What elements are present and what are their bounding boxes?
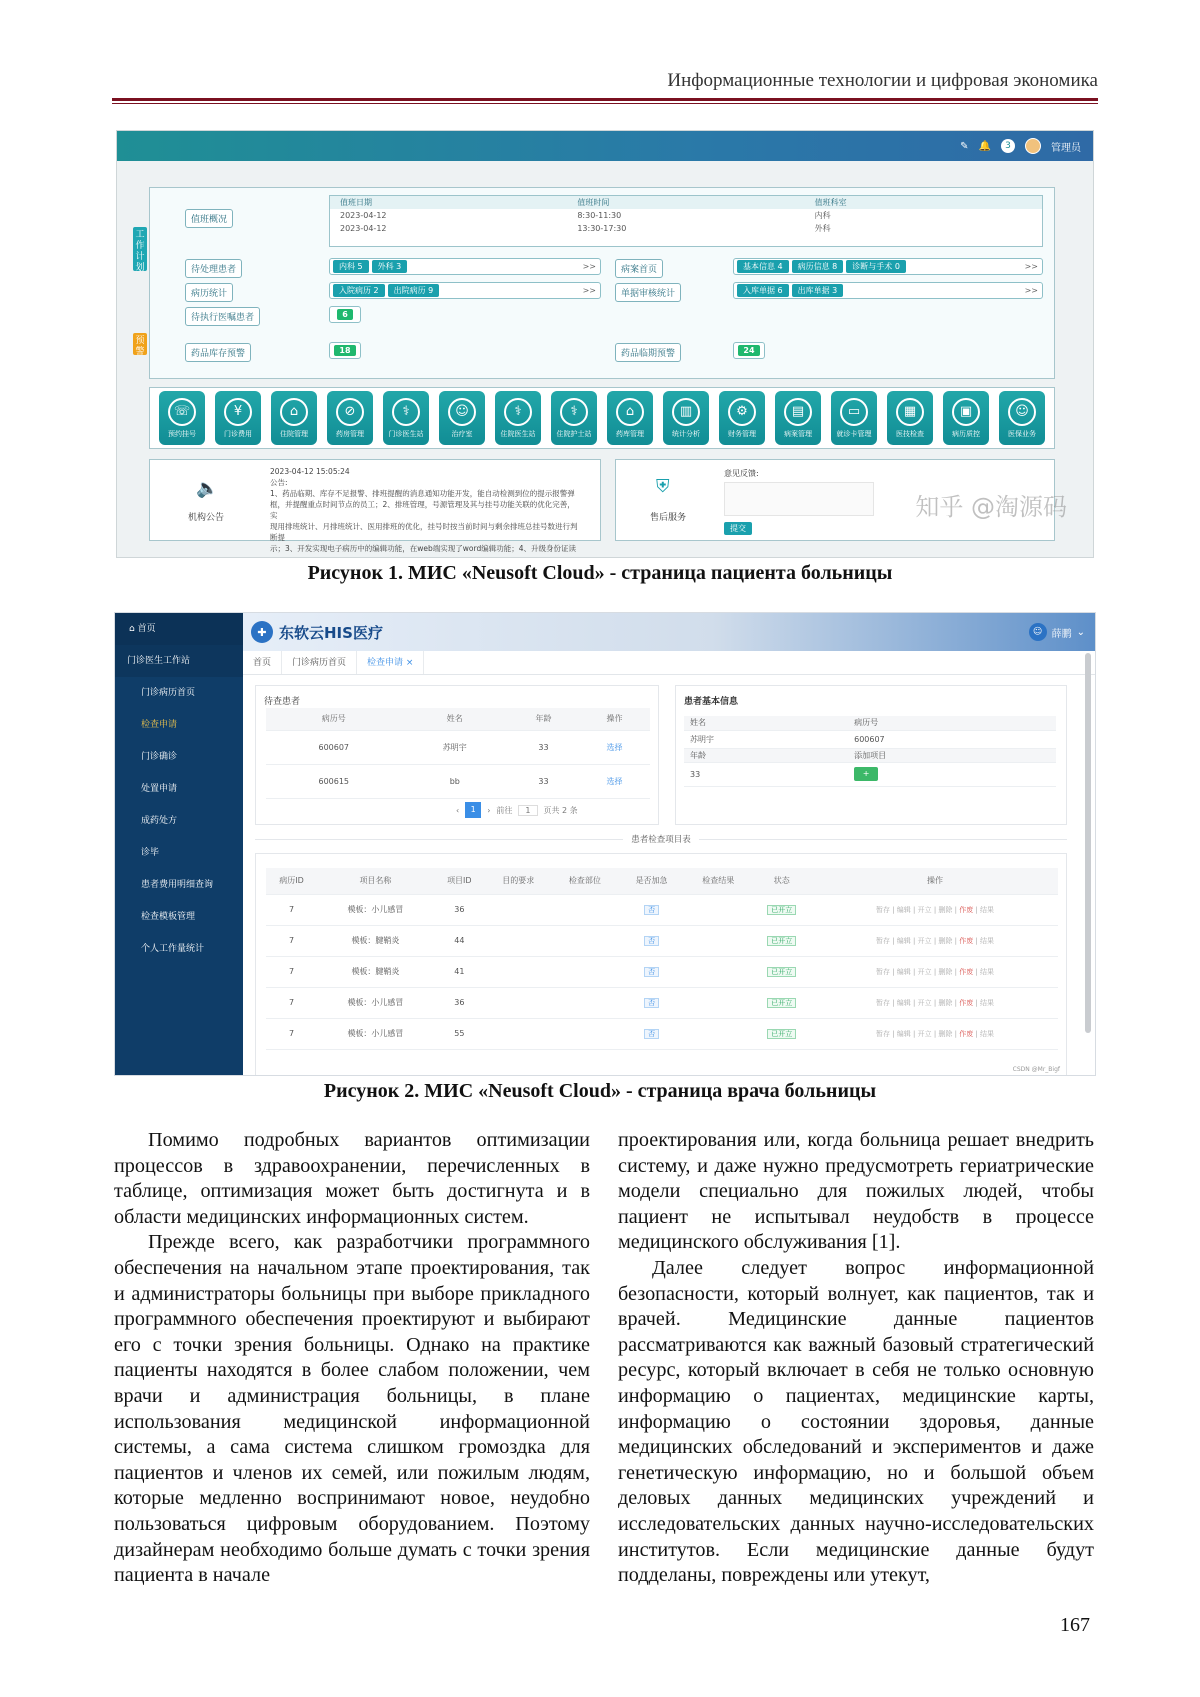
sidebar-group[interactable]: 门诊医生工作站: [115, 645, 243, 677]
table-cell: 36: [434, 987, 485, 1018]
action-link[interactable]: 开立: [917, 967, 932, 976]
left-column: [114, 1128, 590, 1589]
patient-info-card: [675, 685, 1067, 825]
edit-icon[interactable]: ✎: [960, 140, 969, 152]
scrollbar[interactable]: [1085, 653, 1091, 1033]
table-cell: 7: [266, 925, 317, 956]
chip[interactable]: 入院病历 2: [333, 284, 385, 297]
patient-info-title: 患者基本信息: [684, 697, 739, 707]
row-actions: 暂存 | 编辑 | 开立 | 删除 | 作废 | 结果: [812, 1018, 1058, 1049]
module-tile[interactable]: [551, 391, 597, 445]
action-link[interactable]: 开立: [917, 905, 932, 914]
announcement-line: 1、药品临期、库存不足报警、排班提醒的消息通知功能开发，能自动检测到位的提示报警弹: [270, 489, 575, 498]
action-link[interactable]: 作废: [959, 1029, 974, 1038]
status-badge: 已开立: [767, 1029, 796, 1039]
row-actions: 暂存 | 编辑 | 开立 | 删除 | 作废 | 结果: [812, 956, 1058, 987]
tab-case-home[interactable]: 门诊病历首页: [282, 651, 357, 674]
table-cell: 600607: [266, 730, 402, 764]
csdn-watermark: CSDN @Mr_Bigf: [1012, 1066, 1060, 1073]
table-cell: 44: [434, 925, 485, 956]
goto-label: 前往: [496, 805, 513, 815]
drug-expiry-label[interactable]: 药品临期预警: [615, 343, 681, 362]
table-cell: [685, 925, 752, 956]
table-cell: 模板：腱鞘炎: [317, 925, 434, 956]
action-link[interactable]: 结果: [980, 998, 995, 1007]
action-link[interactable]: 编辑: [896, 1029, 911, 1038]
row-actions: 暂存 | 编辑 | 开立 | 删除 | 作废 | 结果: [812, 987, 1058, 1018]
prev-page-button[interactable]: ‹: [456, 805, 460, 815]
table-cell: 模板：小儿感冒: [317, 1018, 434, 1049]
announcement-line: 示；3、开发实现电子病历中的编辑功能，在web端实现了word编辑功能；4、升级身份证读: [270, 544, 576, 553]
home-icon: ⌂: [129, 624, 138, 634]
more-link[interactable]: >>: [582, 262, 596, 271]
table-cell: [685, 1018, 752, 1049]
more-link[interactable]: >>: [1024, 262, 1038, 271]
action-link[interactable]: 删除: [938, 936, 953, 945]
case-stats-bar: [329, 282, 601, 299]
page-number: 167: [1060, 1614, 1090, 1636]
module-label: 财务管理: [728, 429, 756, 438]
module-label: 住院医生站: [500, 429, 536, 438]
module-icon: ☏: [168, 398, 196, 426]
module-icon: ⌂: [616, 398, 644, 426]
paragraph: Прежде всего, как разработчики программного обеспечения на начальном этапе проектирования, так и администраторы больницы при выборе прикладного программного обеспечения проектируют и выбирают его с точки зрения больницы. Однако на практике пациенты находятся в более слабом положении, чем врачи и администрация больницы, в плане использования медицинской информационной системы, а сама система слишком громоздка для пациентов и членов их семей, или пожилым людям, которые медленно воспринимают новое, неудобно пользоваться цифровым оборудованием. Поэтому дизайнерам необходимо больше думать с точки зрения пациента в начале: [114, 1231, 590, 1587]
action-link[interactable]: 结果: [980, 967, 995, 976]
table-cell: [552, 987, 619, 1018]
figure-2-caption: Рисунок 2. МИС «Neusoft Cloud» - страница врача больницы: [323, 1080, 877, 1102]
module-label: 治疗室: [451, 429, 473, 438]
drug-expiry-count[interactable]: [733, 342, 765, 359]
case-home-bar: [733, 258, 1043, 275]
warning-tag: 预警: [133, 333, 147, 355]
chip[interactable]: 病历信息 8: [792, 260, 844, 273]
column-header: 操作: [579, 708, 650, 730]
more-link[interactable]: >>: [1024, 286, 1038, 295]
column-header: 项目ID: [434, 868, 485, 894]
schedule-cell: 8:30-11:30: [577, 211, 622, 220]
module-icon: ¥: [224, 398, 252, 426]
table-row: [266, 894, 1058, 925]
action-link[interactable]: 暂存: [875, 998, 890, 1007]
visit-overview-label[interactable]: 值班概况: [185, 209, 233, 228]
module-tile[interactable]: [775, 391, 821, 445]
module-icon: ▣: [952, 398, 980, 426]
table-row: [266, 1018, 1058, 1049]
pending-patients-label[interactable]: 待处理患者: [185, 259, 242, 278]
table-cell: 模板：小儿感冒: [317, 894, 434, 925]
pager-total: 页共 2 条: [543, 805, 578, 815]
column-header: 是否加急: [618, 868, 685, 894]
f2-sidebar: [115, 613, 243, 1076]
goto-input[interactable]: 1: [518, 805, 537, 816]
schedule-header: 值班科室: [814, 198, 847, 207]
action-link[interactable]: 编辑: [896, 936, 911, 945]
items-card: [255, 853, 1067, 1076]
paragraph: проектирования или, когда больница решает внедрить систему, и даже нужно предусмотреть гериатрические модели специально для пожилых людей, чтобы пациент не испытывал неудобств в процессе медицинского обслуживания [1].: [618, 1129, 1094, 1254]
pending-orders-label[interactable]: 待执行医嘱患者: [185, 307, 260, 326]
module-icon: ▤: [784, 398, 812, 426]
f2-tabbar: [243, 651, 1096, 675]
work-plan-tag: 工作计划: [133, 227, 147, 271]
count-value: 24: [738, 345, 759, 356]
table-cell: [618, 894, 685, 925]
case-stats-label[interactable]: 病历统计: [185, 283, 233, 302]
row-actions: 暂存 | 编辑 | 开立 | 删除 | 作废 | 结果: [812, 925, 1058, 956]
megaphone-icon: 🔈: [196, 478, 219, 499]
next-page-button[interactable]: ›: [487, 805, 491, 815]
user-name[interactable]: 管理员: [1051, 142, 1081, 154]
schedule-cell: 13:30-17:30: [577, 224, 627, 233]
table-row: [266, 956, 1058, 987]
module-label: 住院管理: [280, 429, 308, 438]
info-label: 添加项目: [848, 748, 1056, 762]
figure-2-screenshot: [114, 612, 1096, 1076]
action-link[interactable]: 作废: [959, 998, 974, 1007]
chip[interactable]: 内科 5: [333, 260, 369, 273]
module-tile[interactable]: [719, 391, 765, 445]
column-header: 操作: [812, 868, 1058, 894]
action-link[interactable]: 删除: [938, 998, 953, 1007]
action-link[interactable]: 编辑: [896, 998, 911, 1007]
module-label: 医保业务: [1008, 429, 1036, 438]
column-header: 目的要求: [485, 868, 552, 894]
table-cell: 7: [266, 894, 317, 925]
sidebar-item-disposal[interactable]: 处置申请: [141, 784, 178, 794]
module-icon: ☺: [1008, 398, 1036, 426]
chip[interactable]: 外科 3: [372, 260, 408, 273]
more-link[interactable]: >>: [582, 286, 596, 295]
case-home-label[interactable]: 病案首页: [615, 259, 663, 278]
action-link[interactable]: 开立: [917, 936, 932, 945]
row-actions: 暂存 | 编辑 | 开立 | 删除 | 作废 | 结果: [812, 894, 1058, 925]
table-cell: [552, 1018, 619, 1049]
sidebar-item-exam-request[interactable]: 检查申请: [141, 720, 178, 730]
tab-exam-request[interactable]: 检查申请 ×: [357, 651, 424, 674]
module-icon: ⌂: [280, 398, 308, 426]
paragraph: Далее следует вопрос информационной безопасности, который волнует, как пациентов, так и врачей. Медицинские данные пациентов рассматриваются как важный базовый стратегический ресурс, который включает в себя не только основную информацию о пациентах, медицинские карты, информацию о состоянии здоровья, данные медицинских обследований и экспериментов и даже генетическую информацию, но и большой объем деловых данных медицинских учреждений и исследовательских данных научно-исследовательских институтов. Если медицинские данные будут подделаны, повреждены или утекут,: [618, 1256, 1094, 1587]
patient-info-table: [684, 716, 1056, 787]
action-link[interactable]: 结果: [980, 1029, 995, 1038]
module-label: 统计分析: [672, 429, 700, 438]
schedule-cell: 外科: [814, 224, 831, 233]
table-cell: [485, 987, 552, 1018]
status-badge: 已开立: [767, 998, 796, 1008]
table-cell: [618, 925, 685, 956]
shield-icon: ⛨: [656, 476, 670, 497]
figure-1-caption: Рисунок 1. МИС «Neusoft Cloud» - страница пациента больницы: [307, 562, 893, 584]
action-link[interactable]: 删除: [938, 1029, 953, 1038]
action-link[interactable]: 结果: [980, 936, 995, 945]
column-header: 病历ID: [266, 868, 317, 894]
count-value: 18: [334, 345, 355, 356]
module-icon: ▥: [672, 398, 700, 426]
announcement-line: 现用排班统计、月排班统计、医用排班的优化，挂号时按当前时间与剩余排班总挂号数进行判断提: [270, 522, 578, 542]
table-cell: bb: [402, 764, 508, 798]
action-link[interactable]: 暂存: [875, 936, 890, 945]
table-cell: [552, 956, 619, 987]
watermark: 知乎 @淘源码: [915, 493, 1067, 521]
table-cell: 模板：小儿感冒: [317, 987, 434, 1018]
user-name[interactable]: 薛鹏: [1051, 628, 1072, 640]
chip[interactable]: 出院病历 9: [388, 284, 440, 297]
chip[interactable]: 基本信息 4: [737, 260, 789, 273]
status-badge: 已开立: [767, 905, 796, 915]
app-title: 东软云HIS医疗: [279, 623, 383, 642]
module-tile[interactable]: [495, 391, 541, 445]
table-cell: [618, 987, 685, 1018]
table-cell: 55: [434, 1018, 485, 1049]
items-table: [266, 868, 1058, 1050]
notification-badge: 3: [1001, 139, 1015, 153]
table-cell: [752, 925, 812, 956]
module-label: 病案管理: [784, 429, 812, 438]
table-cell: [485, 956, 552, 987]
module-label: 门诊医生站: [388, 429, 424, 438]
chevron-down-icon[interactable]: ⌄: [1076, 626, 1085, 638]
info-value: 33: [684, 762, 848, 786]
module-label: 药房管理: [336, 429, 364, 438]
waiting-title: 待查患者: [264, 697, 301, 707]
table-cell: [618, 1018, 685, 1049]
feedback-input[interactable]: [724, 482, 874, 516]
sidebar-item-workload[interactable]: 个人工作量统计: [141, 944, 205, 954]
module-tile[interactable]: [831, 391, 877, 445]
status-badge: 已开立: [767, 936, 796, 946]
module-tile[interactable]: [215, 391, 261, 445]
urgent-tag: 否: [644, 936, 659, 946]
service-title: 售后服务: [650, 513, 687, 523]
table-cell: [752, 987, 812, 1018]
drug-stock-label[interactable]: 药品库存预警: [185, 343, 251, 362]
action-link[interactable]: 暂存: [875, 1029, 890, 1038]
table-row: [266, 730, 650, 764]
submit-button[interactable]: 提交: [724, 522, 752, 535]
logo-icon: ✚: [251, 621, 273, 643]
info-label: 姓名: [684, 716, 848, 730]
action-link[interactable]: 作废: [959, 967, 974, 976]
table-row: [266, 925, 1058, 956]
urgent-tag: 否: [644, 998, 659, 1008]
action-link[interactable]: 删除: [938, 967, 953, 976]
module-label: 药库管理: [616, 429, 644, 438]
module-label: 住院护士站: [556, 429, 592, 438]
table-cell: [552, 894, 619, 925]
module-icon-row: [149, 387, 1055, 449]
waiting-patients-card: [255, 685, 659, 825]
select-link[interactable]: 选择: [579, 730, 650, 764]
table-cell: [485, 925, 552, 956]
action-link[interactable]: 结果: [980, 905, 995, 914]
right-column: [618, 1128, 1094, 1589]
drug-stock-count[interactable]: [329, 342, 361, 359]
running-header: Информационные технологии и цифровая экономика: [667, 70, 1098, 91]
table-cell: [685, 956, 752, 987]
table-row: [266, 764, 650, 798]
action-link[interactable]: 编辑: [896, 905, 911, 914]
info-label: 年龄: [684, 748, 848, 762]
column-header: 检查结果: [685, 868, 752, 894]
f2-topbar: [243, 613, 1096, 651]
module-icon: ⚕: [504, 398, 532, 426]
schedule-cell: 内科: [814, 211, 831, 220]
table-cell: [485, 1018, 552, 1049]
tab-home[interactable]: 首页: [243, 651, 282, 674]
module-label: 预约挂号: [168, 429, 196, 438]
table-cell: 苏明宇: [402, 730, 508, 764]
module-label: 病历质控: [952, 429, 980, 438]
pager: [456, 802, 578, 818]
table-cell: [685, 894, 752, 925]
table-cell: [618, 956, 685, 987]
module-icon: ⚙: [728, 398, 756, 426]
schedule-cell: 2023-04-12: [340, 211, 387, 220]
waiting-table: [266, 708, 650, 799]
sidebar-item-case-home[interactable]: 门诊病历首页: [141, 688, 196, 698]
announcement-title: 机构公告: [188, 513, 225, 523]
feedback-label: 意见反馈:: [724, 469, 759, 478]
table-cell: 模板：腱鞘炎: [317, 956, 434, 987]
add-item-button[interactable]: +: [854, 767, 878, 781]
header-rule-thin: [112, 103, 1098, 104]
module-tile[interactable]: [943, 391, 989, 445]
avatar[interactable]: [1025, 138, 1041, 154]
announcement-line: 框，并提醒重点时间节点的员工；2、排班管理，号源管理及其与挂号功能关联的优化完善，实: [270, 500, 575, 520]
table-row: [266, 987, 1058, 1018]
bell-icon[interactable]: 🔔: [978, 140, 991, 152]
table-cell: [752, 894, 812, 925]
header-rule-thick: [112, 98, 1098, 101]
status-badge: 已开立: [767, 967, 796, 977]
sidebar-item-fee-query[interactable]: 患者费用明细查询: [141, 880, 214, 890]
table-cell: 33: [508, 730, 579, 764]
schedule-header: 值班日期: [340, 198, 372, 207]
select-link[interactable]: 选择: [579, 764, 650, 798]
module-label: 就诊卡管理: [836, 429, 872, 438]
table-cell: 36: [434, 894, 485, 925]
table-cell: [552, 925, 619, 956]
f1-topbar: [117, 131, 1093, 161]
module-tile[interactable]: [999, 391, 1045, 445]
column-header: 项目名称: [317, 868, 434, 894]
action-link[interactable]: 暂存: [875, 967, 890, 976]
table-cell: 600615: [266, 764, 402, 798]
module-tile[interactable]: [887, 391, 933, 445]
user-avatar[interactable]: ☺: [1029, 623, 1047, 641]
paragraph: Помимо подробных вариантов оптимизации процессов в здравоохранении, перечисленных в таблице, оптимизация может быть достигнута и в области медицинских информационных систем.: [114, 1129, 590, 1228]
table-cell: [685, 987, 752, 1018]
sidebar-home-label: 首页: [137, 624, 156, 634]
chip[interactable]: 入库单据 6: [737, 284, 789, 297]
module-tile[interactable]: [439, 391, 485, 445]
action-link[interactable]: 作废: [959, 936, 974, 945]
table-cell: 7: [266, 1018, 317, 1049]
module-icon: ⚕: [392, 398, 420, 426]
table-cell: [485, 894, 552, 925]
announcement-timestamp: 2023-04-12 15:05:24: [270, 467, 350, 476]
module-label: 门诊费用: [224, 429, 252, 438]
action-link[interactable]: 开立: [917, 1029, 932, 1038]
sidebar-home[interactable]: [115, 613, 243, 645]
module-icon: ⚕: [560, 398, 588, 426]
schedule-header: 值班时间: [577, 198, 610, 207]
action-link[interactable]: 作废: [959, 905, 974, 914]
table-cell: 33: [508, 764, 579, 798]
announcement-label: 公告:: [270, 478, 288, 487]
module-label: 医技检查: [896, 429, 924, 438]
action-link[interactable]: 开立: [917, 998, 932, 1007]
current-page[interactable]: 1: [465, 802, 481, 818]
module-tile[interactable]: [271, 391, 317, 445]
figure-1-screenshot: [116, 130, 1094, 558]
info-label: 病历号: [848, 716, 1056, 730]
pending-bar: [329, 258, 601, 275]
table-cell: [752, 1018, 812, 1049]
module-tile[interactable]: [159, 391, 205, 445]
module-tile[interactable]: [663, 391, 709, 445]
table-cell: 41: [434, 956, 485, 987]
chip[interactable]: 出库单据 3: [792, 284, 844, 297]
module-icon: ▦: [896, 398, 924, 426]
schedule-cell: 2023-04-12: [340, 224, 387, 233]
sidebar-item-diagnosis[interactable]: 门诊确诊: [141, 752, 178, 762]
module-icon: ▭: [840, 398, 868, 426]
urgent-tag: 否: [644, 967, 659, 977]
chip[interactable]: 诊断与手术 0: [846, 260, 906, 273]
count-value: 6: [337, 309, 353, 320]
action-link[interactable]: 暂存: [875, 905, 890, 914]
column-header: 年龄: [508, 708, 579, 730]
module-icon: ⊘: [336, 398, 364, 426]
module-tile[interactable]: [607, 391, 653, 445]
module-icon: ☺: [448, 398, 476, 426]
schedule-table: [329, 195, 1043, 247]
sidebar-item-template[interactable]: 检查模板管理: [141, 912, 196, 922]
pending-orders-count[interactable]: [329, 306, 361, 323]
column-header: 病历号: [266, 708, 402, 730]
column-header: 姓名: [402, 708, 508, 730]
sidebar-item-prescription[interactable]: 成药处方: [141, 816, 178, 826]
action-link[interactable]: 删除: [938, 905, 953, 914]
table-cell: [752, 956, 812, 987]
items-table-title: 患者检查项目表: [623, 835, 699, 845]
sidebar-item-finish[interactable]: 诊毕: [141, 848, 160, 858]
bill-check-bar: [733, 282, 1043, 299]
info-value: 苏明宇: [684, 730, 848, 748]
column-header: 状态: [752, 868, 812, 894]
action-link[interactable]: 编辑: [896, 967, 911, 976]
table-cell: 7: [266, 987, 317, 1018]
table-cell: 7: [266, 956, 317, 987]
announcement-text: [270, 466, 580, 554]
module-tile[interactable]: [383, 391, 429, 445]
announcement-box: [149, 459, 601, 553]
module-tile[interactable]: [327, 391, 373, 445]
urgent-tag: 否: [644, 1029, 659, 1039]
bill-check-label[interactable]: 单据审核统计: [615, 283, 681, 302]
info-value: 600607: [848, 730, 1056, 748]
urgent-tag: 否: [644, 905, 659, 915]
column-header: 检查部位: [552, 868, 619, 894]
